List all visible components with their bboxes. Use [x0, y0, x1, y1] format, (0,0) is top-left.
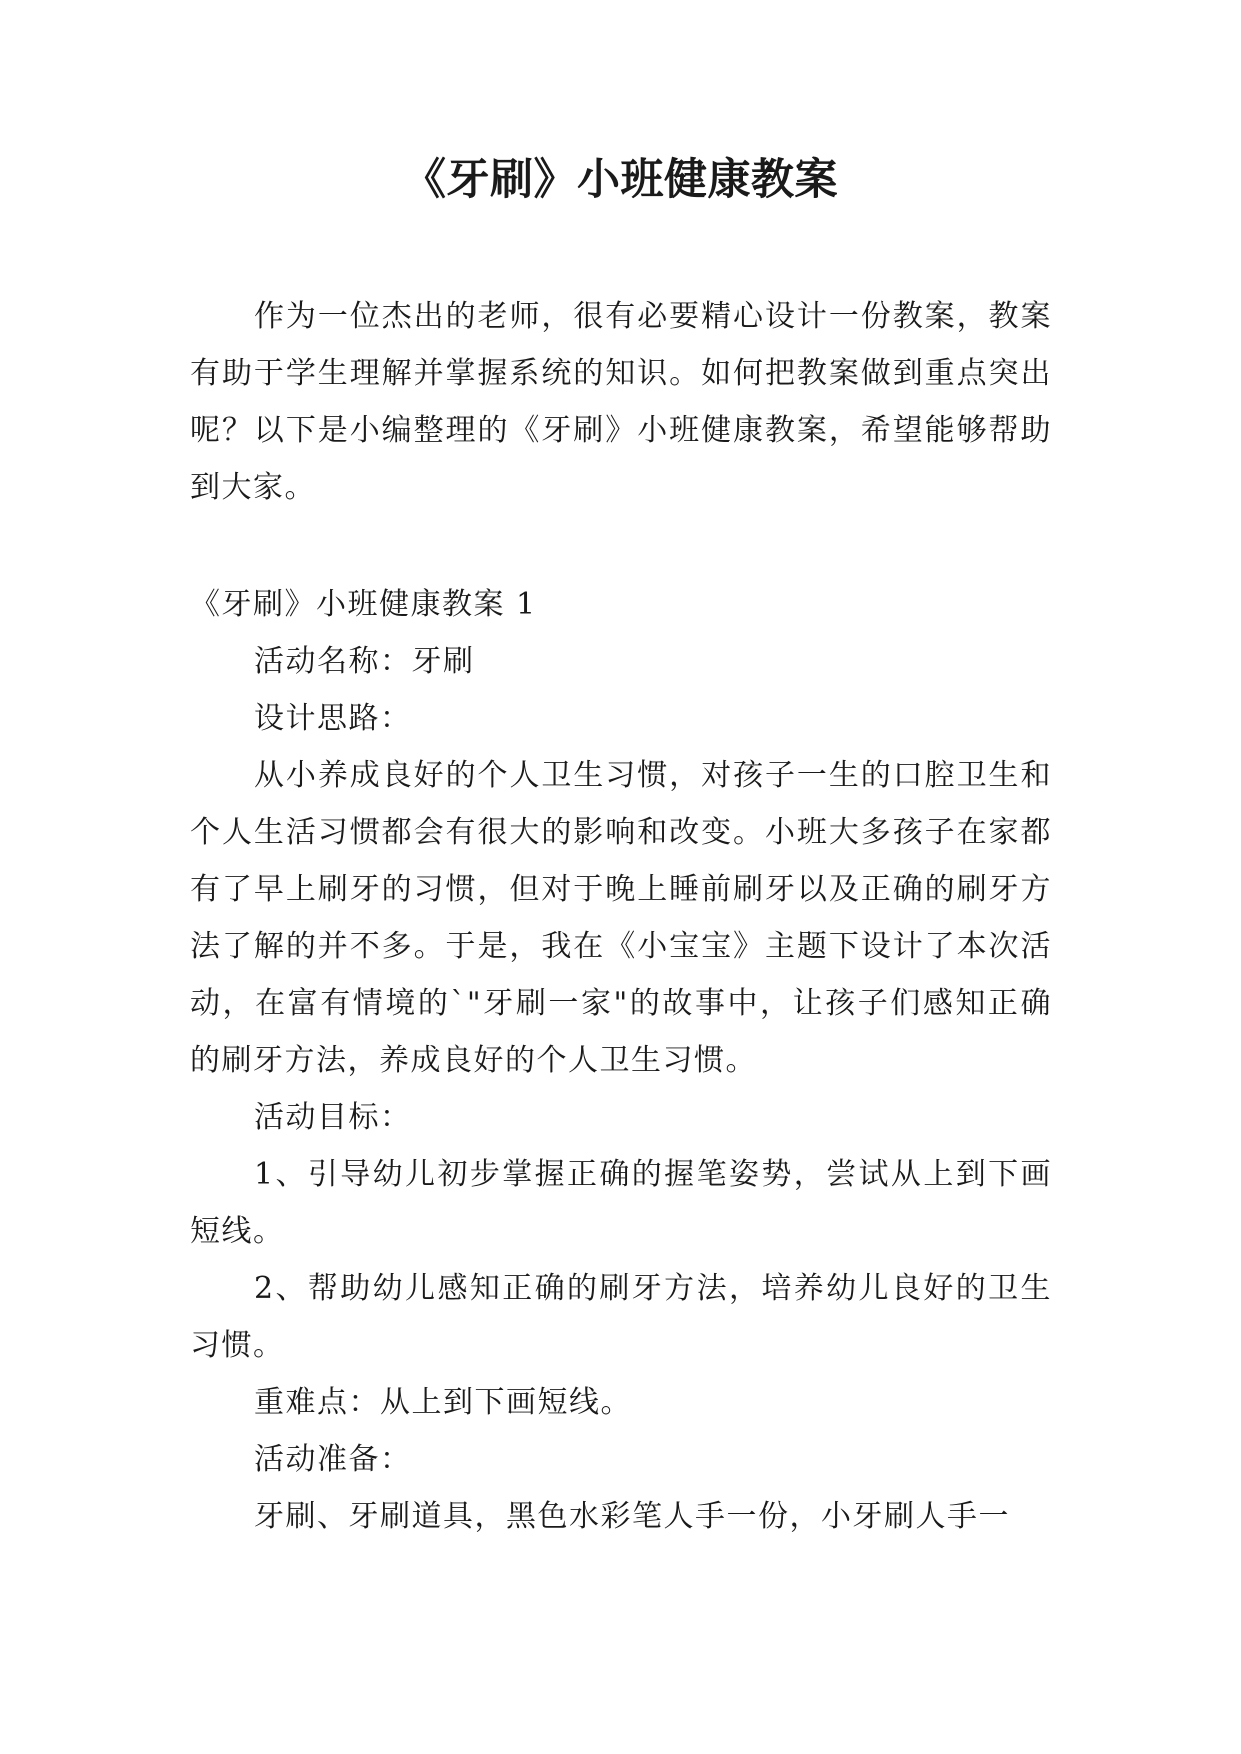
- activity-preparation-paragraph: 牙刷、牙刷道具，黑色水彩笔人手一份，小牙刷人手一: [254, 1499, 1010, 1534]
- document-title: 《牙刷》小班健康教案: [403, 155, 838, 205]
- section-heading: 《牙刷》小班健康教案 1: [190, 587, 537, 622]
- lesson-plan-section: [190, 576, 1052, 1545]
- activity-goals-heading: 活动目标：: [254, 1100, 412, 1135]
- design-idea-paragraph: 从小养成良好的个人卫生习惯，对孩子一生的口腔卫生和个人生活习惯都会有很大的影响和改变。小班大多孩子在家都有了早上刷牙的习惯，但对于晚上睡前刷牙以及正确的刷牙方法了解的并不多。于是，我在《小宝宝》主题下设计了本次活动，在富有情境的`"牙刷一家"的故事中，让孩子们感知正确的刷牙方法，养成良好的个人卫生习惯。: [190, 758, 1052, 1078]
- activity-preparation-heading: 活动准备：: [254, 1442, 412, 1477]
- key-difficulty: 重难点：从上到下画短线。: [254, 1385, 632, 1420]
- goal-item-2: 2、帮助幼儿感知正确的刷牙方法，培养幼儿良好的卫生习惯。: [190, 1271, 1052, 1363]
- activity-name: 活动名称：牙刷: [254, 644, 475, 679]
- design-idea-heading: 设计思路：: [254, 701, 412, 736]
- intro-block: [190, 288, 1052, 516]
- goal-item-1: 1、引导幼儿初步掌握正确的握笔姿势，尝试从上到下画短线。: [190, 1157, 1052, 1249]
- intro-paragraph: 作为一位杰出的老师，很有必要精心设计一份教案，教案有助于学生理解并掌握系统的知识。如何把教案做到重点突出呢？以下是小编整理的《牙刷》小班健康教案，希望能够帮助到大家。: [190, 299, 1052, 505]
